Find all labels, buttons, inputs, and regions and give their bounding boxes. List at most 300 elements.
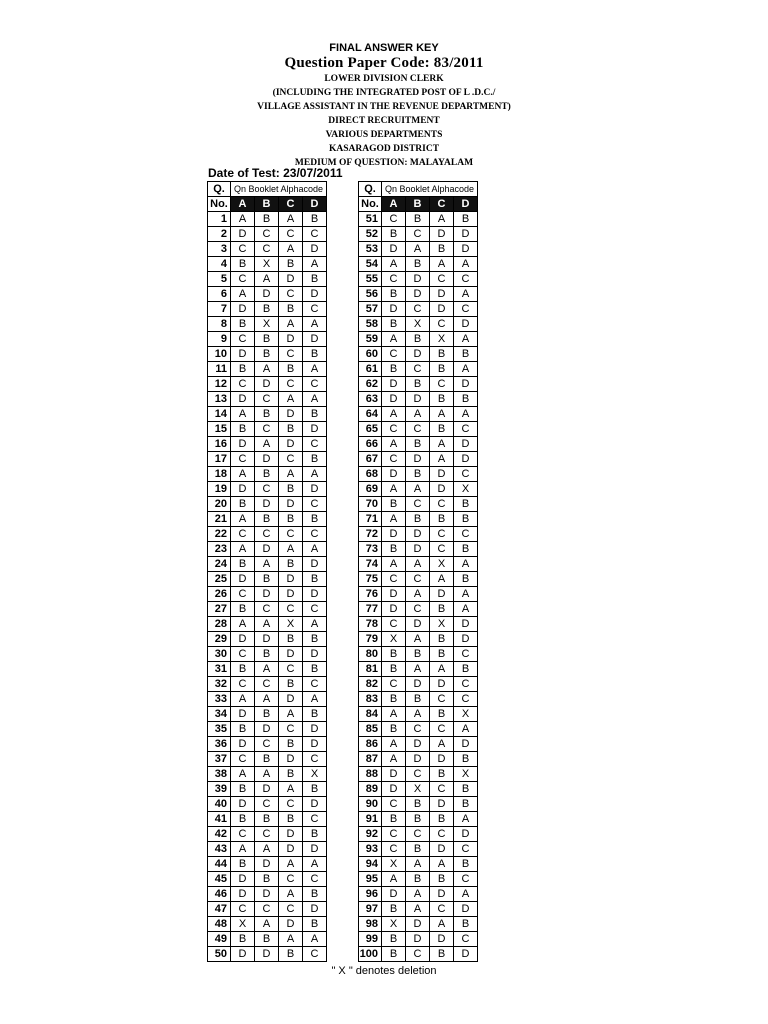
- q-label: Q.: [208, 182, 231, 197]
- answer-cell: B: [430, 647, 454, 662]
- answer-cell: B: [255, 707, 279, 722]
- table-row: [208, 587, 327, 602]
- answer-cell: C: [406, 827, 430, 842]
- question-number: 48: [208, 917, 231, 932]
- recruitment-type: DIRECT RECRUITMENT: [328, 116, 440, 126]
- answer-cell: C: [255, 677, 279, 692]
- answer-cell: D: [430, 587, 454, 602]
- answer-cell: A: [279, 212, 303, 227]
- question-number: 99: [359, 932, 382, 947]
- table-row: [208, 917, 327, 932]
- option-c-header: C: [430, 197, 454, 212]
- answer-cell: A: [255, 617, 279, 632]
- question-number: 85: [359, 722, 382, 737]
- answer-cell: D: [255, 632, 279, 647]
- answer-cell: C: [406, 422, 430, 437]
- question-number: 75: [359, 572, 382, 587]
- answer-cell: D: [430, 302, 454, 317]
- answer-cell: C: [382, 572, 406, 587]
- answer-cell: D: [303, 842, 327, 857]
- answer-cell: B: [454, 782, 478, 797]
- answer-cell: B: [255, 302, 279, 317]
- answer-cell: A: [454, 587, 478, 602]
- answer-cell: D: [279, 917, 303, 932]
- answer-cell: D: [454, 737, 478, 752]
- answer-cell: C: [406, 767, 430, 782]
- table-row: [208, 287, 327, 302]
- answer-table-right: [358, 181, 478, 962]
- answer-cell: B: [406, 212, 430, 227]
- question-number: 34: [208, 707, 231, 722]
- answer-cell: C: [454, 932, 478, 947]
- option-a-header: A: [382, 197, 406, 212]
- question-number: 88: [359, 767, 382, 782]
- answer-cell: X: [406, 317, 430, 332]
- answer-cell: B: [382, 227, 406, 242]
- answer-cell: C: [231, 332, 255, 347]
- question-number: 13: [208, 392, 231, 407]
- question-number: 79: [359, 632, 382, 647]
- answer-cell: C: [231, 452, 255, 467]
- answer-cell: D: [382, 587, 406, 602]
- table-row: [359, 512, 478, 527]
- table-row: [359, 317, 478, 332]
- answer-cell: B: [279, 632, 303, 647]
- answer-cell: A: [303, 542, 327, 557]
- table-row: [359, 437, 478, 452]
- answer-cell: A: [303, 692, 327, 707]
- table-row: [208, 452, 327, 467]
- answer-cell: A: [231, 212, 255, 227]
- answer-cell: D: [303, 587, 327, 602]
- answer-cell: C: [382, 272, 406, 287]
- question-number: 66: [359, 437, 382, 452]
- answer-cell: A: [231, 467, 255, 482]
- question-number: 19: [208, 482, 231, 497]
- answer-cell: D: [406, 542, 430, 557]
- answer-cell: D: [255, 782, 279, 797]
- answer-cell: D: [454, 227, 478, 242]
- question-paper-code: Question Paper Code: 83/2011: [284, 55, 484, 71]
- answer-cell: C: [303, 227, 327, 242]
- question-number: 30: [208, 647, 231, 662]
- answer-cell: A: [303, 317, 327, 332]
- table-row: [208, 662, 327, 677]
- answer-cell: B: [430, 392, 454, 407]
- answer-cell: A: [430, 407, 454, 422]
- answer-cell: D: [231, 737, 255, 752]
- answer-cell: A: [382, 557, 406, 572]
- answer-cell: C: [454, 872, 478, 887]
- answer-cell: A: [279, 542, 303, 557]
- answer-cell: C: [231, 527, 255, 542]
- answer-cell: B: [303, 887, 327, 902]
- answer-cell: B: [382, 692, 406, 707]
- table-row: [208, 542, 327, 557]
- table-row: [208, 392, 327, 407]
- answer-cell: C: [430, 542, 454, 557]
- answer-cell: B: [430, 602, 454, 617]
- table-row: [208, 737, 327, 752]
- answer-cell: A: [255, 692, 279, 707]
- question-number: 70: [359, 497, 382, 512]
- question-number: 62: [359, 377, 382, 392]
- answer-cell: C: [255, 737, 279, 752]
- answer-cell: D: [406, 752, 430, 767]
- table-row: [208, 857, 327, 872]
- table-row: [208, 647, 327, 662]
- table-row: [359, 707, 478, 722]
- answer-cell: D: [279, 407, 303, 422]
- answer-cell: B: [406, 842, 430, 857]
- answer-cell: B: [406, 812, 430, 827]
- answer-cell: C: [279, 287, 303, 302]
- answer-cell: D: [454, 617, 478, 632]
- answer-cell: C: [430, 272, 454, 287]
- answer-cell: X: [454, 767, 478, 782]
- question-number: 6: [208, 287, 231, 302]
- answer-cell: D: [430, 677, 454, 692]
- answer-cell: A: [279, 392, 303, 407]
- answer-cell: B: [255, 872, 279, 887]
- answer-cell: A: [406, 902, 430, 917]
- answer-cell: A: [454, 362, 478, 377]
- answer-cell: X: [430, 332, 454, 347]
- answer-cell: B: [430, 632, 454, 647]
- question-number: 50: [208, 947, 231, 962]
- answer-cell: B: [454, 572, 478, 587]
- table-row: [208, 872, 327, 887]
- answer-cell: A: [303, 857, 327, 872]
- answer-cell: A: [255, 557, 279, 572]
- table-row: [359, 692, 478, 707]
- answer-cell: D: [406, 917, 430, 932]
- document-header: [0, 42, 768, 170]
- answer-cell: A: [406, 662, 430, 677]
- answer-cell: D: [454, 947, 478, 962]
- answer-cell: C: [454, 647, 478, 662]
- answer-cell: B: [279, 767, 303, 782]
- answer-cell: B: [454, 662, 478, 677]
- answer-cell: A: [406, 887, 430, 902]
- question-number: 53: [359, 242, 382, 257]
- question-number: 40: [208, 797, 231, 812]
- answer-cell: A: [430, 662, 454, 677]
- question-number: 26: [208, 587, 231, 602]
- answer-cell: D: [406, 617, 430, 632]
- answer-cell: B: [255, 467, 279, 482]
- question-number: 32: [208, 677, 231, 692]
- question-number: 11: [208, 362, 231, 377]
- table-row: [208, 527, 327, 542]
- answer-cell: C: [231, 377, 255, 392]
- answer-cell: X: [430, 617, 454, 632]
- question-number: 92: [359, 827, 382, 842]
- answer-cell: C: [430, 827, 454, 842]
- answer-cell: D: [255, 947, 279, 962]
- table-row: [208, 842, 327, 857]
- answer-cell: C: [255, 422, 279, 437]
- answer-cell: B: [231, 257, 255, 272]
- question-number: 94: [359, 857, 382, 872]
- table-row: [208, 797, 327, 812]
- answer-cell: D: [406, 452, 430, 467]
- q-label: Q.: [359, 182, 382, 197]
- table-row: [208, 362, 327, 377]
- answer-cell: D: [303, 902, 327, 917]
- answer-cell: C: [255, 227, 279, 242]
- answer-cell: C: [255, 482, 279, 497]
- question-number: 43: [208, 842, 231, 857]
- table-row: [208, 437, 327, 452]
- answer-cell: X: [454, 482, 478, 497]
- question-number: 64: [359, 407, 382, 422]
- question-number: 77: [359, 602, 382, 617]
- answer-cell: D: [231, 707, 255, 722]
- answer-cell: A: [430, 572, 454, 587]
- answer-cell: B: [303, 917, 327, 932]
- table-row: [359, 722, 478, 737]
- table-row: [208, 242, 327, 257]
- answer-cell: D: [454, 452, 478, 467]
- medium-of-question: MEDIUM OF QUESTION: MALAYALAM: [294, 158, 474, 168]
- answer-cell: B: [231, 422, 255, 437]
- answer-cell: B: [303, 512, 327, 527]
- answer-cell: B: [279, 812, 303, 827]
- question-number: 86: [359, 737, 382, 752]
- answer-cell: C: [406, 302, 430, 317]
- answer-cell: C: [430, 782, 454, 797]
- answer-cell: D: [279, 692, 303, 707]
- answer-cell: C: [231, 827, 255, 842]
- answer-cell: C: [303, 527, 327, 542]
- answer-cell: A: [454, 887, 478, 902]
- answer-cell: B: [279, 362, 303, 377]
- answer-cell: C: [231, 752, 255, 767]
- answer-cell: B: [303, 407, 327, 422]
- question-number: 58: [359, 317, 382, 332]
- table-row: [208, 302, 327, 317]
- question-number: 36: [208, 737, 231, 752]
- answer-cell: B: [454, 857, 478, 872]
- table-row: [359, 347, 478, 362]
- answer-cell: B: [303, 707, 327, 722]
- answer-cell: B: [454, 542, 478, 557]
- table-row: [208, 707, 327, 722]
- option-b-header: B: [406, 197, 430, 212]
- answer-cell: C: [382, 617, 406, 632]
- answer-cell: C: [382, 452, 406, 467]
- answer-cell: C: [406, 602, 430, 617]
- answer-cell: B: [382, 947, 406, 962]
- answer-cell: A: [430, 257, 454, 272]
- answer-cell: X: [231, 917, 255, 932]
- question-number: 98: [359, 917, 382, 932]
- answer-cell: B: [279, 512, 303, 527]
- answer-cell: D: [382, 467, 406, 482]
- answer-cell: D: [231, 632, 255, 647]
- booklet-alphacode-label: Qn Booklet Alphacode: [382, 182, 478, 197]
- answer-cell: A: [382, 737, 406, 752]
- question-number: 67: [359, 452, 382, 467]
- answer-cell: D: [255, 587, 279, 602]
- answer-cell: A: [454, 722, 478, 737]
- answer-cell: D: [303, 242, 327, 257]
- table-row: [359, 677, 478, 692]
- answer-cell: A: [430, 857, 454, 872]
- question-number: 15: [208, 422, 231, 437]
- question-number: 69: [359, 482, 382, 497]
- question-number: 22: [208, 527, 231, 542]
- answer-cell: A: [382, 752, 406, 767]
- answer-cell: B: [382, 662, 406, 677]
- answer-cell: B: [255, 572, 279, 587]
- answer-cell: D: [406, 287, 430, 302]
- question-number: 21: [208, 512, 231, 527]
- answer-cell: D: [382, 392, 406, 407]
- answer-cell: D: [382, 887, 406, 902]
- answer-cell: A: [406, 707, 430, 722]
- answer-cell: A: [406, 482, 430, 497]
- answer-cell: B: [279, 482, 303, 497]
- answer-cell: D: [430, 932, 454, 947]
- answer-cell: B: [406, 467, 430, 482]
- answer-cell: B: [430, 707, 454, 722]
- answer-cell: A: [303, 617, 327, 632]
- table-row: [208, 632, 327, 647]
- post-name: LOWER DIVISION CLERK: [324, 74, 444, 84]
- answer-cell: D: [430, 797, 454, 812]
- answer-cell: C: [255, 797, 279, 812]
- answer-cell: D: [255, 857, 279, 872]
- table-row: [208, 467, 327, 482]
- question-number: 95: [359, 872, 382, 887]
- answer-cell: B: [255, 347, 279, 362]
- answer-cell: A: [406, 587, 430, 602]
- question-number: 78: [359, 617, 382, 632]
- answer-cell: D: [231, 392, 255, 407]
- question-number: 74: [359, 557, 382, 572]
- answer-cell: B: [382, 722, 406, 737]
- answer-cell: X: [255, 317, 279, 332]
- table-row: [208, 677, 327, 692]
- answer-cell: D: [255, 452, 279, 467]
- answer-cell: C: [430, 497, 454, 512]
- answer-cell: B: [406, 377, 430, 392]
- answer-cell: B: [382, 932, 406, 947]
- table-row: [208, 212, 327, 227]
- answer-cell: A: [279, 857, 303, 872]
- question-number: 10: [208, 347, 231, 362]
- question-number: 56: [359, 287, 382, 302]
- table-row: [359, 542, 478, 557]
- table-row: [359, 602, 478, 617]
- table-row: [359, 662, 478, 677]
- answer-cell: C: [279, 377, 303, 392]
- answer-cell: D: [430, 227, 454, 242]
- answer-cell: C: [430, 377, 454, 392]
- answer-cell: A: [406, 242, 430, 257]
- answer-cell: C: [255, 392, 279, 407]
- answer-cell: A: [279, 707, 303, 722]
- question-number: 83: [359, 692, 382, 707]
- table-row: [359, 227, 478, 242]
- answer-cell: B: [406, 872, 430, 887]
- table-row: [208, 752, 327, 767]
- option-b-header: B: [255, 197, 279, 212]
- test-date: Date of Test: 23/07/2011: [208, 166, 343, 180]
- answer-cell: A: [406, 407, 430, 422]
- option-d-header: D: [454, 197, 478, 212]
- answer-cell: B: [231, 812, 255, 827]
- question-number: 5: [208, 272, 231, 287]
- table-row: [359, 617, 478, 632]
- answer-cell: D: [430, 887, 454, 902]
- answer-cell: C: [231, 647, 255, 662]
- table-row: [208, 827, 327, 842]
- answer-cell: D: [382, 767, 406, 782]
- answer-cell: A: [454, 557, 478, 572]
- answer-cell: A: [382, 437, 406, 452]
- answer-cell: B: [430, 512, 454, 527]
- answer-cell: B: [231, 497, 255, 512]
- answer-cell: D: [303, 647, 327, 662]
- question-number: 28: [208, 617, 231, 632]
- answer-cell: A: [231, 407, 255, 422]
- table-row: [208, 692, 327, 707]
- answer-cell: C: [454, 302, 478, 317]
- answer-cell: A: [231, 767, 255, 782]
- answer-cell: C: [303, 302, 327, 317]
- answer-cell: A: [231, 617, 255, 632]
- answer-cell: B: [231, 317, 255, 332]
- answer-cell: D: [231, 797, 255, 812]
- answer-cell: B: [279, 557, 303, 572]
- answer-cell: C: [382, 422, 406, 437]
- answer-cell: A: [406, 632, 430, 647]
- answer-cell: D: [279, 332, 303, 347]
- answer-cell: D: [279, 827, 303, 842]
- answer-cell: D: [231, 347, 255, 362]
- answer-cell: D: [231, 872, 255, 887]
- question-number: 1: [208, 212, 231, 227]
- answer-cell: D: [382, 602, 406, 617]
- answer-cell: D: [279, 752, 303, 767]
- answer-cell: D: [382, 242, 406, 257]
- table-row: [208, 932, 327, 947]
- answer-cell: C: [454, 272, 478, 287]
- answer-cell: D: [279, 497, 303, 512]
- table-row: [359, 767, 478, 782]
- answer-cell: A: [406, 857, 430, 872]
- table-row: [359, 557, 478, 572]
- question-number: 44: [208, 857, 231, 872]
- no-label: No.: [208, 197, 231, 212]
- answer-cell: X: [454, 707, 478, 722]
- answer-cell: B: [454, 917, 478, 932]
- document-title: FINAL ANSWER KEY: [329, 42, 439, 54]
- answer-cell: D: [454, 242, 478, 257]
- answer-cell: X: [279, 617, 303, 632]
- answer-cell: C: [406, 722, 430, 737]
- answer-cell: C: [279, 452, 303, 467]
- question-number: 27: [208, 602, 231, 617]
- answer-cell: C: [430, 317, 454, 332]
- answer-cell: D: [382, 527, 406, 542]
- answer-cell: D: [231, 227, 255, 242]
- answer-cell: B: [454, 512, 478, 527]
- question-number: 3: [208, 242, 231, 257]
